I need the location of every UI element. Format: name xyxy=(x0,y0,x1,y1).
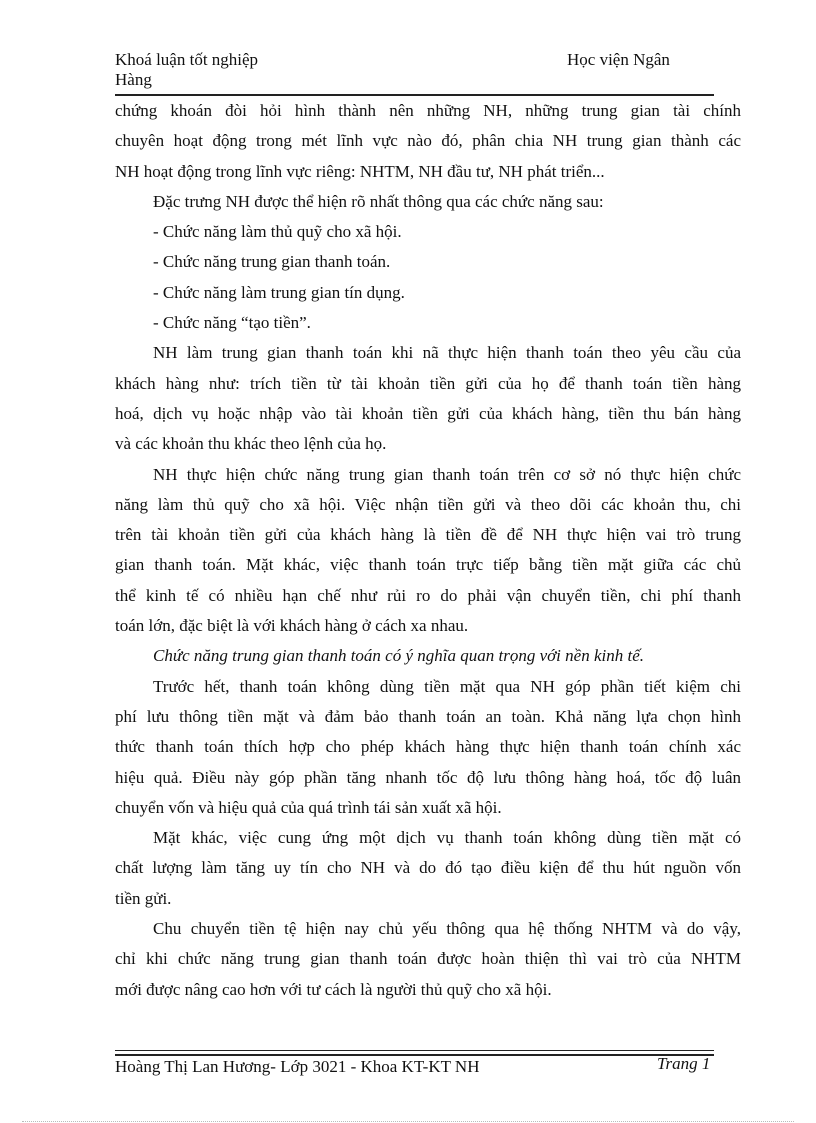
text-line: thức thanh toán thích hợp cho phép khách hàng thực hiện thanh toán chính xác xyxy=(115,737,741,757)
footer-author: Hoàng Thị Lan Hương- Lớp 3021 - Khoa KT-KT NH xyxy=(115,1057,480,1076)
footer-divider-thick xyxy=(115,1054,714,1056)
header-institution: Học viện Ngân xyxy=(567,50,670,69)
header-thesis-title-line1: Khoá luận tốt nghiệp xyxy=(115,50,259,69)
list-item: - Chức năng trung gian thanh toán. xyxy=(153,252,391,272)
text-line: trên tài khoản tiền gửi của khách hàng là tiền đề để NH thực hiện vai trò trung xyxy=(115,525,741,545)
text-line: phí lưu thông tiền mặt và đảm bảo thanh toán an toàn. Khả năng lựa chọn hình xyxy=(115,706,741,726)
text-line: chuyên hoạt động trong mét lĩnh vực nào đó, phân chia NH trung gian thành các xyxy=(115,131,741,151)
text-line: gian thanh toán. Mặt khác, việc thanh toán trực tiếp bằng tiền mặt giữa các chủ xyxy=(115,555,741,575)
list-item: - Chức năng làm thủ quỹ cho xã hội. xyxy=(153,222,402,242)
text-line: Chu chuyển tiền tệ hiện nay chủ yếu thông qua hệ thống NHTM và do vậy, xyxy=(153,919,741,939)
text-line: năng làm thủ quỹ cho xã hội. Việc nhận tiền gửi và theo dõi các khoản thu, chi xyxy=(115,494,741,514)
text-line: và các khoản thu khác theo lệnh của họ. xyxy=(115,434,387,454)
text-line: chứng khoán đòi hỏi hình thành nên những NH, những trung gian tài chính xyxy=(115,101,741,120)
text-line: khách hàng như: trích tiền từ tài khoản tiền gửi của họ để thanh toán tiền hàng xyxy=(115,373,741,393)
text-line: NH thực hiện chức năng trung gian thanh toán trên cơ sở nó thực hiện chức xyxy=(153,464,741,484)
text-line: Mặt khác, việc cung ứng một dịch vụ thanh toán không dùng tiền mặt có xyxy=(153,828,741,848)
page-edge xyxy=(22,1121,794,1122)
list-item: - Chức năng làm trung gian tín dụng. xyxy=(153,282,405,302)
header-thesis-title-line2: Hàng xyxy=(115,70,152,89)
italic-heading: Chức năng trung gian thanh toán có ý nghĩa quan trọng với nền kinh tế. xyxy=(153,646,644,666)
footer-divider-thin xyxy=(115,1050,714,1051)
text-line: Trước hết, thanh toán không dùng tiền mặt qua NH góp phần tiết kiệm chi xyxy=(153,676,741,696)
text-line: toán lớn, đặc biệt là với khách hàng ở cách xa nhau. xyxy=(115,616,469,636)
text-line: Đặc trưng NH được thể hiện rõ nhất thông qua các chức năng sau: xyxy=(153,191,604,211)
text-line: hiệu quả. Điều này góp phần tăng nhanh tốc độ lưu thông hàng hoá, tốc độ luân xyxy=(115,767,741,787)
text-line: NH hoạt động trong lĩnh vực riêng: NHTM, NH đầu tư, NH phát triển... xyxy=(115,161,605,181)
text-line: thể kinh tế có nhiều hạn chế như rủi ro do phải vận chuyển tiền, chi phí thanh xyxy=(115,585,741,605)
text-line: tiền gửi. xyxy=(115,888,172,908)
text-line: NH làm trung gian thanh toán khi nã thực hiện thanh toán theo yêu cầu của xyxy=(153,343,741,363)
header-thesis-title xyxy=(115,50,415,90)
text-line: mới được nâng cao hơn với tư cách là người thủ quỹ cho xã hội. xyxy=(115,979,552,999)
body-text xyxy=(115,96,741,1005)
text-line: chuyển vốn và hiệu quả của quá trình tái sản xuất xã hội. xyxy=(115,797,502,817)
text-line: chỉ khi chức năng trung gian thanh toán được hoàn thiện thì vai trò của NHTM xyxy=(115,949,741,969)
list-item: - Chức năng “tạo tiền”. xyxy=(153,313,311,333)
text-line: hoá, dịch vụ hoặc nhập vào tài khoản tiền gửi của khách hàng, tiền thu bán hàng xyxy=(115,403,741,423)
page-number: Trang 1 xyxy=(657,1054,711,1073)
text-line: chất lượng làm tăng uy tín cho NH và do đó tạo điều kiện để thu hút nguồn vốn xyxy=(115,858,741,878)
